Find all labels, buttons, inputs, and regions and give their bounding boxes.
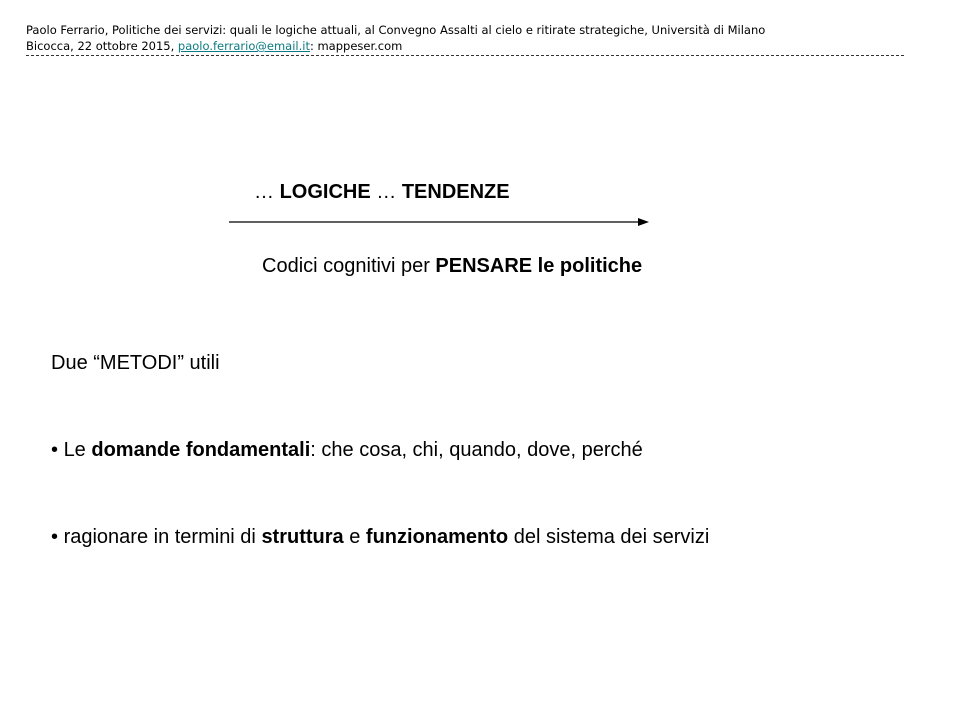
header-date: Bicocca, 22 ottobre 2015, xyxy=(26,39,178,53)
bullet-item-questions xyxy=(51,439,643,462)
header-website: : mappeser.com xyxy=(309,39,403,53)
header-line-1 xyxy=(26,22,926,38)
slide-title xyxy=(254,181,510,204)
dashed-separator xyxy=(26,55,904,56)
bullet-text: del sistema dei servizi xyxy=(508,526,710,548)
title-tendenze: TENDENZE xyxy=(401,181,510,203)
slide-subtitle xyxy=(262,255,642,278)
bullet-bold-text: domande fondamentali xyxy=(91,439,311,461)
subtitle-bold: PENSARE le politiche xyxy=(435,255,643,277)
arrow-right-icon xyxy=(229,215,649,229)
section-heading: Due “METODI” utili xyxy=(51,352,220,374)
title-logiche: LOGICHE xyxy=(279,181,371,203)
bullet-bold-text: funzionamento xyxy=(365,526,509,548)
header-citation: Paolo Ferrario, Politiche dei servizi: quali le logiche attuali, al Convegno Assalti al cielo e ritirate strategiche, Università di Milano xyxy=(26,23,766,37)
bullet-item-structure xyxy=(51,526,709,549)
bullet-text: e xyxy=(343,526,366,548)
bullet-text: ragionare in termini di xyxy=(63,526,262,548)
bullet-marker: • xyxy=(51,439,64,461)
title-ellipsis-1: … xyxy=(254,181,280,203)
bullet-bold-text: struttura xyxy=(261,526,344,548)
bullet-text: : che cosa, chi, quando, dove, perché xyxy=(310,439,643,461)
bullet-text: Le xyxy=(63,439,92,461)
slide-header xyxy=(26,22,926,54)
bullet-marker: • xyxy=(51,526,64,548)
header-line-2 xyxy=(26,38,926,54)
email-link[interactable]: paolo.ferrario@email.it xyxy=(177,39,310,53)
title-ellipsis-2: … xyxy=(370,181,402,203)
subtitle-prefix: Codici cognitivi per xyxy=(262,255,436,277)
